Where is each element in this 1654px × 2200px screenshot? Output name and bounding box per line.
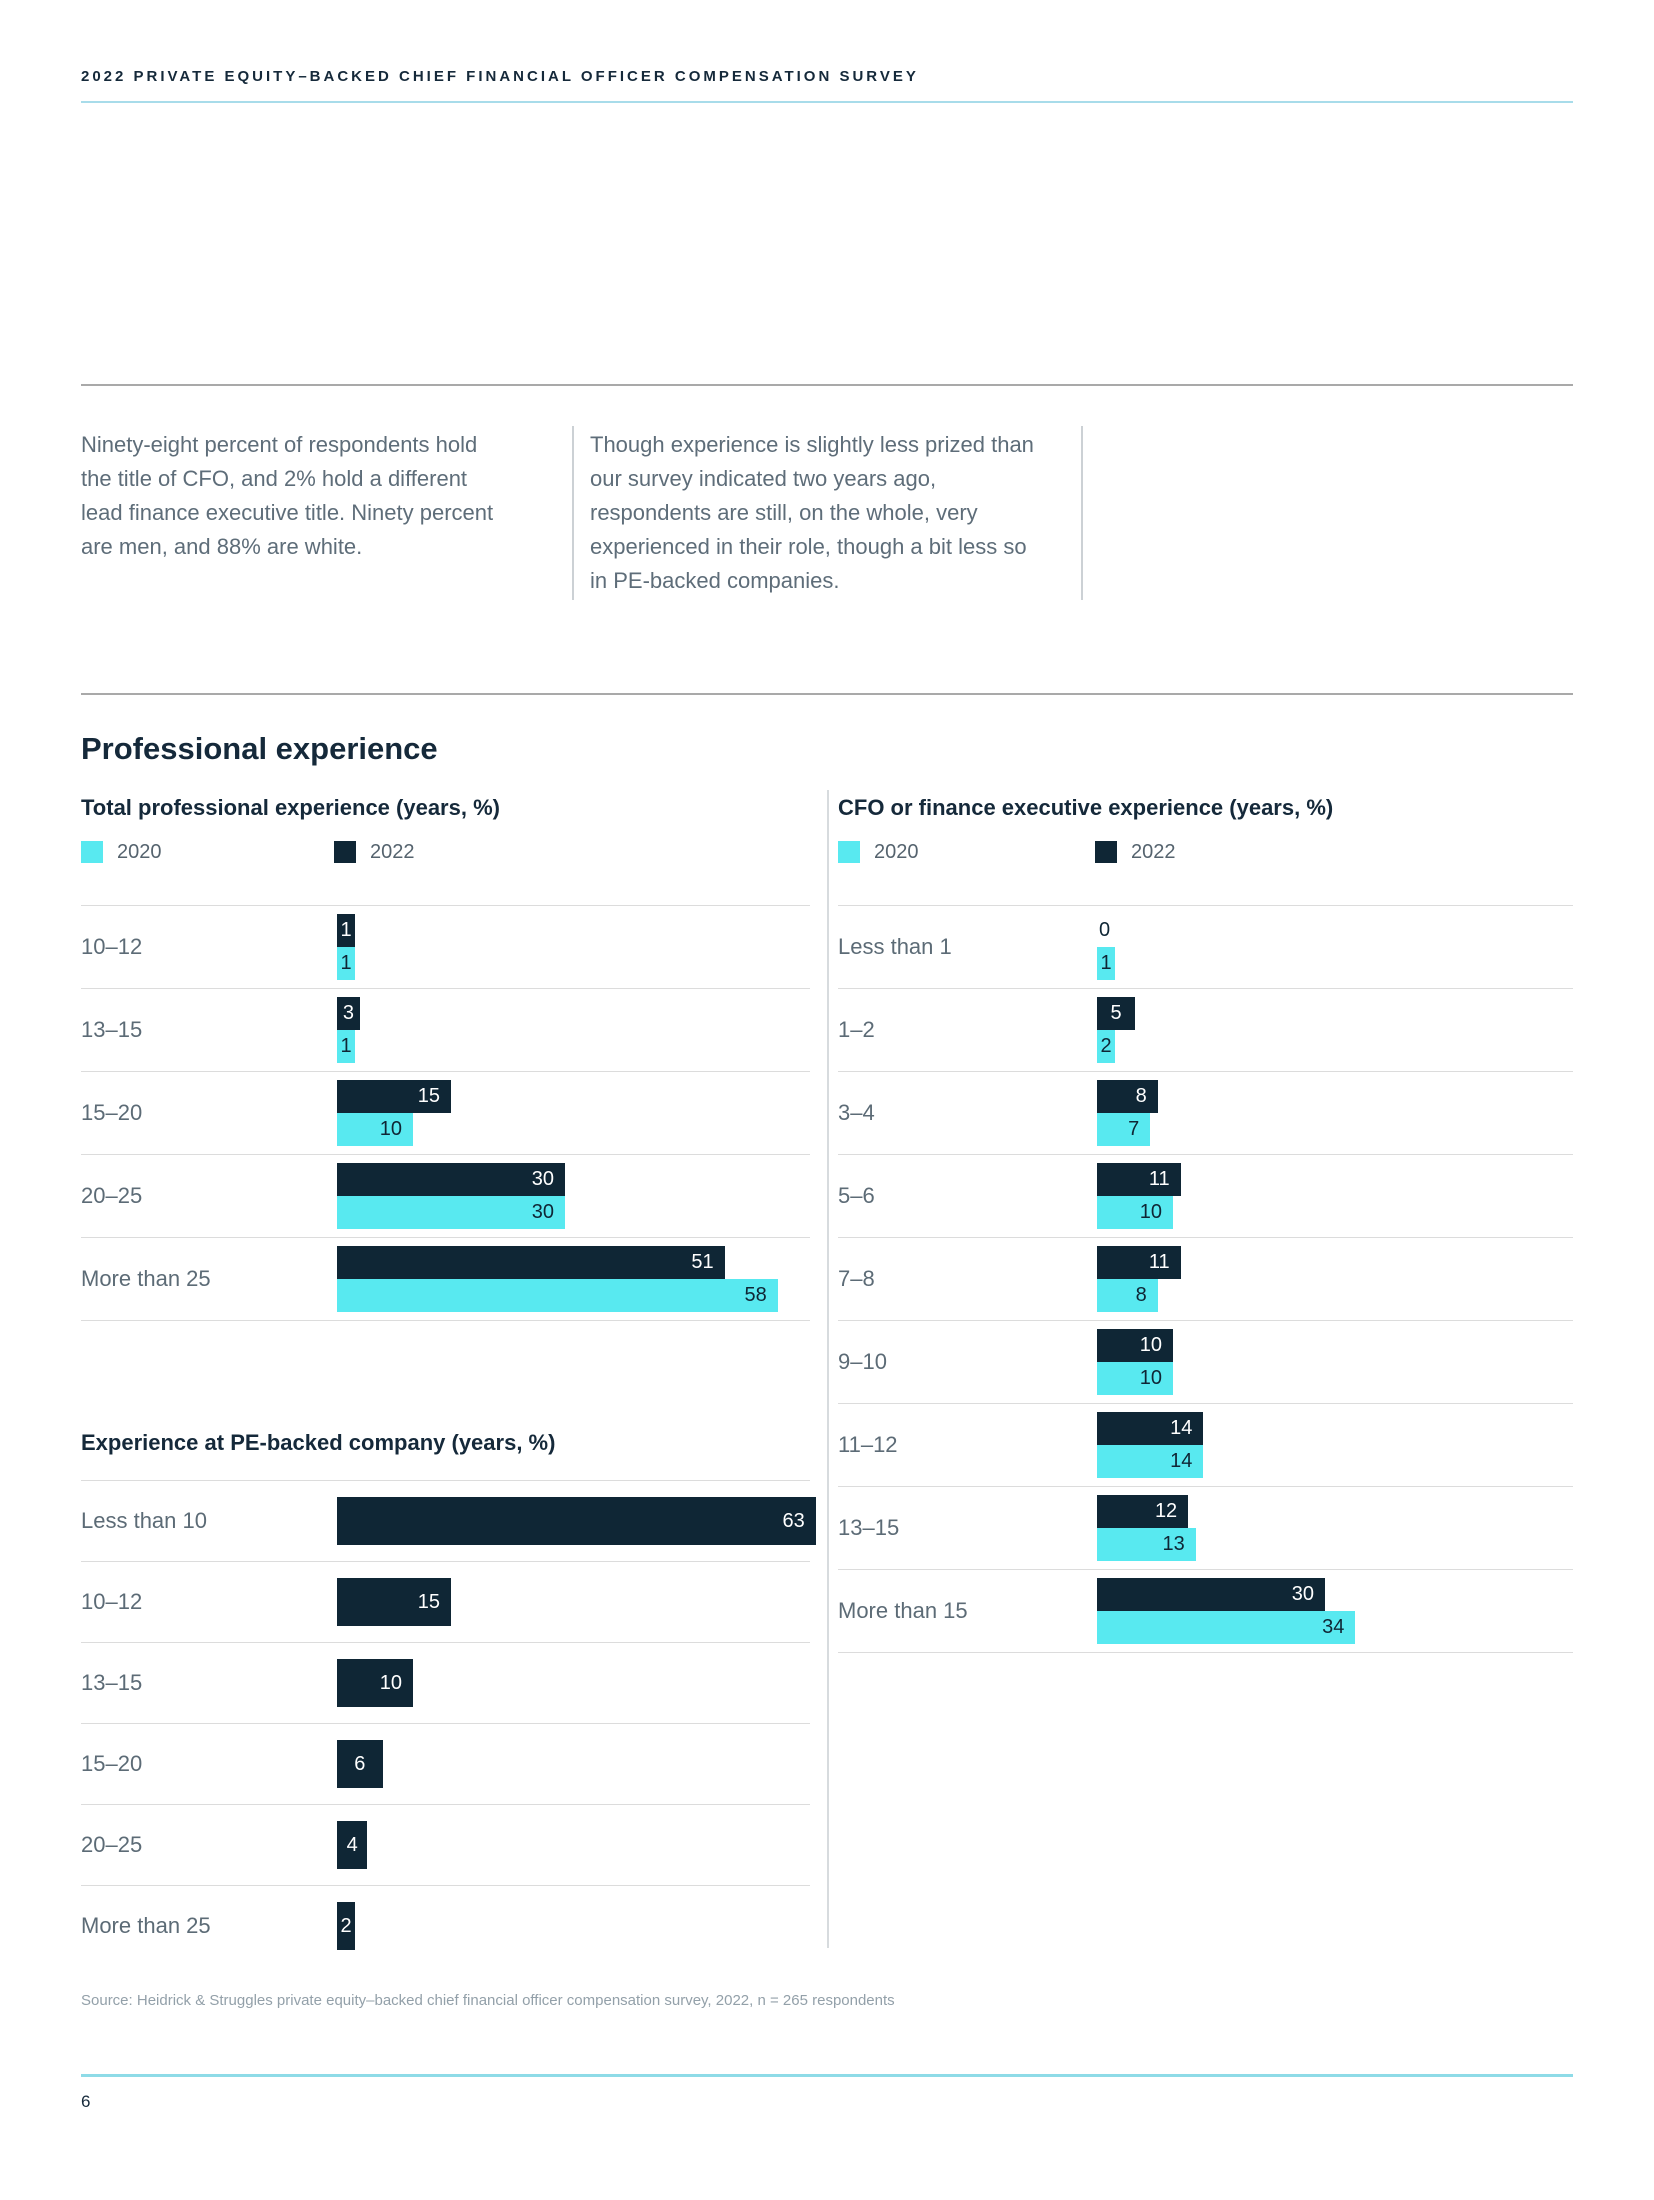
chart-row <box>81 905 810 988</box>
chart-row <box>81 988 810 1071</box>
bar-value-2022: 12 <box>1154 1500 1178 1522</box>
bar-2020 <box>1097 1279 1158 1312</box>
chart-row <box>81 1642 810 1723</box>
bar-2020 <box>337 1030 355 1063</box>
bar-2020 <box>1097 947 1115 980</box>
intro-paragraph-1: Ninety-eight percent of respondents hold the title of CFO, and 2% hold a different lead finance executive title. Ninety percent are men, and 88% are white. <box>81 432 494 559</box>
row-label: Less than 1 <box>838 934 952 959</box>
column-divider <box>827 790 829 1948</box>
bar-value-2020: 1 <box>340 952 352 974</box>
legend-swatch-2020 <box>81 841 103 863</box>
bar-value-2020: 34 <box>1322 1616 1345 1638</box>
bar-value-2022: 30 <box>531 1168 554 1190</box>
bar-value-2022: 51 <box>691 1251 714 1273</box>
bar-value-2022: 15 <box>417 1085 440 1107</box>
legend-swatch-2020 <box>838 841 860 863</box>
bar-value-2020: 8 <box>1135 1284 1147 1306</box>
bar-value-2022: 8 <box>1135 1085 1147 1107</box>
bottom-accent-rule <box>81 2074 1573 2077</box>
chart-row <box>81 1723 810 1804</box>
bar-value-2022: 63 <box>782 1509 805 1532</box>
bar-2022 <box>1097 997 1135 1030</box>
legend-label-2020: 2020 <box>874 841 919 863</box>
chart-row <box>81 1071 810 1154</box>
intro-vertical-rule-right <box>1081 426 1083 600</box>
row-label: Less than 10 <box>81 1508 207 1533</box>
bar-value-2022: 30 <box>1291 1583 1314 1605</box>
bar-value-2020: 10 <box>1139 1367 1162 1389</box>
legend-label-2022: 2022 <box>370 841 415 863</box>
bar-2020 <box>337 1196 565 1229</box>
legend-swatch-2022 <box>334 841 356 863</box>
row-bars <box>81 1886 810 1966</box>
bar-value-2020: 30 <box>531 1201 554 1223</box>
row-bars <box>81 1805 810 1885</box>
bar-value-2020: 13 <box>1162 1533 1185 1555</box>
divider-above-intro <box>81 384 1573 386</box>
bar-value-2022: 0 <box>1099 919 1111 941</box>
row-label: 10–12 <box>81 1589 143 1614</box>
row-label: 5–6 <box>838 1183 875 1208</box>
bar-value-2020: 2 <box>1100 1035 1112 1057</box>
bar-2022 <box>337 1163 565 1196</box>
bar-2022 <box>337 1821 367 1869</box>
bar-2020 <box>337 947 355 980</box>
bar-value-2022: 3 <box>342 1002 354 1024</box>
bar-value-2020: 1 <box>1100 952 1112 974</box>
row-label: 20–25 <box>81 1832 143 1857</box>
bar-2020 <box>1097 1611 1355 1644</box>
bar-2022 <box>337 1497 816 1545</box>
chart-row <box>838 1071 1573 1154</box>
row-label: More than 25 <box>81 1266 211 1291</box>
legend-swatch-2022 <box>1095 841 1117 863</box>
bar-value-2022: 11 <box>1148 1251 1170 1273</box>
row-label: 15–20 <box>81 1751 143 1776</box>
chart-row <box>81 1154 810 1237</box>
chart-row <box>838 1237 1573 1320</box>
row-bars <box>81 1238 810 1320</box>
chart-title-cfo-experience: CFO or finance executive experience (years, %) <box>838 795 1334 820</box>
intro-paragraph-2: Though experience is slightly less prized than our survey indicated two years ago, respondents are still, on the whole, very experienced in their role, though a bit less so in PE-backed companies. <box>590 432 1034 593</box>
bar-value-2022: 11 <box>1148 1168 1170 1190</box>
legend-label-2022: 2022 <box>1131 841 1176 863</box>
bar-value-2020: 58 <box>744 1284 767 1306</box>
chart-row <box>838 1403 1573 1486</box>
row-label: 10–12 <box>81 934 143 959</box>
bar-2022 <box>337 1080 451 1113</box>
intro-vertical-rule-left <box>572 426 574 600</box>
bar-value-2020: 10 <box>1139 1201 1162 1223</box>
bar-2022 <box>1097 1246 1181 1279</box>
row-label: 13–15 <box>81 1017 143 1042</box>
row-label: 11–12 <box>838 1432 898 1457</box>
bar-value-2020: 10 <box>379 1118 402 1140</box>
bar-value-2022: 4 <box>346 1833 358 1856</box>
chart-row <box>838 988 1573 1071</box>
page-header: 2022 PRIVATE EQUITY–BACKED CHIEF FINANCIAL OFFICER COMPENSATION SURVEY <box>81 68 919 85</box>
bar-2022 <box>337 997 360 1030</box>
top-accent-rule <box>81 101 1573 103</box>
bar-2022 <box>1097 1163 1181 1196</box>
bar-2022 <box>337 1740 383 1788</box>
row-label: 7–8 <box>838 1266 875 1291</box>
row-label: 13–15 <box>81 1670 143 1695</box>
row-label: 20–25 <box>81 1183 143 1208</box>
row-bars <box>838 1404 1573 1486</box>
bar-2020 <box>1097 1528 1196 1561</box>
row-bars <box>81 1072 810 1154</box>
bar-2022 <box>1097 1329 1173 1362</box>
row-bars <box>81 1481 810 1561</box>
chart-row <box>81 1885 810 1966</box>
row-bars <box>838 1321 1573 1403</box>
bar-value-2022: 2 <box>340 1914 352 1937</box>
bar-2020 <box>1097 1196 1173 1229</box>
chart-row <box>838 905 1573 988</box>
row-bars <box>838 1238 1573 1320</box>
chart-pe-experience <box>81 1480 810 1966</box>
chart-row <box>838 1486 1573 1569</box>
bar-value-2020: 7 <box>1128 1118 1140 1140</box>
chart-title-pe-experience: Experience at PE-backed company (years, %) <box>81 1430 556 1455</box>
row-label: 3–4 <box>838 1100 875 1125</box>
bar-2022 <box>337 1578 451 1626</box>
row-label: 15–20 <box>81 1100 143 1125</box>
row-label: More than 15 <box>838 1598 968 1623</box>
chart-row <box>81 1561 810 1642</box>
row-bars <box>838 1487 1573 1569</box>
bar-2022 <box>337 914 355 947</box>
row-bars <box>838 1072 1573 1154</box>
chart-row <box>838 1154 1573 1237</box>
bar-value-2022: 5 <box>1110 1002 1122 1024</box>
bar-value-2022: 10 <box>1139 1334 1162 1356</box>
row-bars <box>81 906 810 988</box>
bar-value-2020: 1 <box>340 1035 352 1057</box>
bar-value-2022: 14 <box>1170 1417 1193 1439</box>
chart-cfo-experience <box>838 905 1573 1653</box>
page-number: 6 <box>81 2092 91 2111</box>
bar-2020 <box>1097 1445 1203 1478</box>
chart-row <box>838 1569 1573 1652</box>
bar-2022 <box>1097 1412 1203 1445</box>
bar-2022 <box>1097 1080 1158 1113</box>
bar-value-2020: 14 <box>1170 1450 1193 1472</box>
bar-2022 <box>1097 1495 1188 1528</box>
section-title: Professional experience <box>81 731 438 766</box>
row-bars <box>81 1643 810 1723</box>
row-label: 9–10 <box>838 1349 887 1374</box>
bar-2022 <box>1097 1578 1325 1611</box>
chart-row <box>81 1480 810 1561</box>
bar-2020 <box>1097 1113 1150 1146</box>
row-bars <box>81 1724 810 1804</box>
bar-2020 <box>1097 1362 1173 1395</box>
row-bars <box>81 1155 810 1237</box>
bar-2020 <box>1097 1030 1115 1063</box>
bar-2020 <box>337 1113 413 1146</box>
chart-total-experience <box>81 905 810 1321</box>
row-label: 1–2 <box>838 1017 875 1042</box>
chart-title-total-experience: Total professional experience (years, %) <box>81 795 500 820</box>
legend-label-2020: 2020 <box>117 841 162 863</box>
bar-value-2022: 10 <box>379 1671 402 1694</box>
chart-row <box>81 1237 810 1320</box>
row-label: More than 25 <box>81 1913 211 1938</box>
row-bars <box>838 1155 1573 1237</box>
divider-below-intro <box>81 693 1573 695</box>
chart-row <box>838 1320 1573 1403</box>
row-label: 13–15 <box>838 1515 900 1540</box>
row-bars <box>838 906 1573 988</box>
bar-value-2022: 15 <box>417 1590 440 1613</box>
row-bars <box>838 989 1573 1071</box>
row-bars <box>81 989 810 1071</box>
source-note: Source: Heidrick & Struggles private equity–backed chief financial officer compensation survey, 2022, n = 265 respondents <box>81 1992 895 2009</box>
row-bars <box>81 1562 810 1642</box>
bar-2020 <box>337 1279 778 1312</box>
chart-row <box>81 1804 810 1885</box>
bar-value-2022: 6 <box>354 1752 366 1775</box>
row-bars <box>838 1570 1573 1652</box>
bar-2022 <box>337 1902 355 1950</box>
bar-2022 <box>337 1246 725 1279</box>
bar-2022 <box>337 1659 413 1707</box>
bar-value-2022: 1 <box>340 919 352 941</box>
